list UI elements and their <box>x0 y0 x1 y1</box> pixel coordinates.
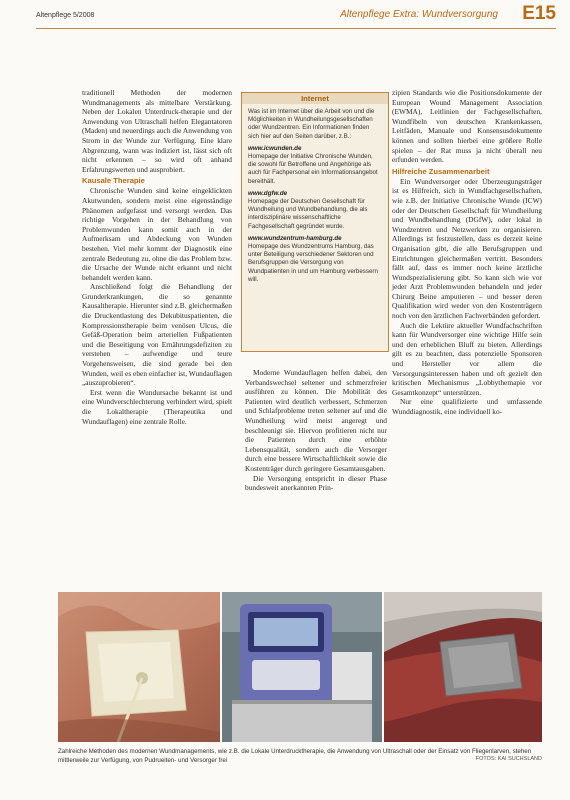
info-box-text: Homepage der Deutschen Gesellschaft für Wundheilung und Wundbehandlung, die als interdisziplinäre wissenschaftliche Fachgesellschaft gegründet wurde. <box>248 198 368 230</box>
link-wundzentrum-hamburg[interactable]: www.wundzentrum-hamburg.de <box>248 234 342 242</box>
paragraph: Ein Wundversorger oder Überzeugungsträger ist es Hilfreich, sich in Wundfachgesellschaften, wie z.B. der Initiative Chronische Wunde (ICW) oder der Deutschen Gesellschaft für Wundheilung und Wundbehandlung (DGfW), oder lokal in Wundzentren und Netzwerken zu organisieren. Allerdings ist festzustellen, dass es derzeit keine Organisation gibt, die alle Berufsgruppen und Einrichtungen gleichermaßen vertritt. Besonders fällt auf, dass es immer noch keine ärztliche Wundspezialisierung gibt. So kann sich wie vor jeder Arzt Problemwunden behandeln und jeder Chirurg Beine amputieren – und besser deren Qualifikation wird weder von den Kostenträgern noch von den ärztlichen Fachverbänden gefordert. <box>392 176 542 321</box>
photo-wound-dressing <box>58 592 220 742</box>
column-3 <box>392 88 542 417</box>
info-box-text: Homepage des Wundzentrums Hamburg, das unter Beteiligung verschiedener Sektoren und Berufsgruppen die Versorgung von Wundpatienten in und um Hamburg verbessern will. <box>248 243 378 283</box>
link-icwunden[interactable]: www.icwunden.de <box>248 144 302 152</box>
column-1 <box>82 88 232 426</box>
photo-leg-wound <box>384 592 542 742</box>
paragraph: Anschließend folgt die Behandlung der Grunderkrankungen, die so genannte Kausaltherapie. Hierunter sind z.B. gleichermaßen die Druckentlastung des Dekubituspatienten, die Kompressionstherapie beim venösen Ulcus, die Gefäß-Operation beim arteriellen Fußpatienten und die Beseitigung von Ernährungsdefiziten zu verstehen – aufwendige und teure Vorgehensweisen, die sind gerade bei den Wunden, weil es eben einfacher ist, Wundauflagen „auszuprobieren“. <box>82 282 232 388</box>
column-2 <box>245 368 387 493</box>
paragraph: traditionell Methoden der modernen Wundmanagements als mittelbare Verstärkung. Neben der Lokalen Unterdruck-therapie und der Anwendung von Ultraschall helfen Elegantatoren (Maden) und neuerdings auch die Anwendung von Strom in der Wunde zur Verfügung. Eine klare Abgrenzung, wann was indiziert ist, lässt sich oft nicht erkennen – so wird oft anhand Erfahrungswerten und ausprobiert. <box>82 88 232 174</box>
paragraph: zipien Standards wie die Positionsdokumente der European Wound Management Association (EWMA), Leitlinien der Fachgesellschaften, Wundfibeln von deutschen Krankenkassen, Leitfäden, Manuale und Konsensusdokumente können und sollten hierbei eine größere Rolle spielen – der Rat muss ja nicht überall neu erfunden werden. <box>392 88 542 165</box>
page-number: E15 <box>522 3 556 24</box>
photo-therapy-device <box>222 592 382 742</box>
paragraph: Erst wenn die Wundursache bekannt ist und eine Wundverschlechterung verhindert wird, spielt die Lokaltherapie (Therapeutika und Wundauflagen) eine zentrale Rolle. <box>82 387 232 426</box>
internet-info-box <box>241 92 389 352</box>
link-dgfw[interactable]: www.dgfw.de <box>248 189 288 197</box>
info-box-title: Internet <box>242 93 388 104</box>
header-rule <box>36 28 556 29</box>
subheading: Kausale Therapie <box>82 176 145 186</box>
paragraph: Die Versorgung entspricht in dieser Phase bundesweit anerkannten Prin- <box>245 473 387 493</box>
paragraph: Nur eine qualifizierte und umfassende Wunddiagnostik, eine individuell ko- <box>392 397 542 416</box>
header-section: Altenpflege Extra: Wundversorgung <box>340 9 498 20</box>
info-box-intro: Was ist im Internet über die Arbeit von und die Möglichkeiten in Wundheilungsgesellschaften oder Wundzentren. Ein Informationen finden sich hier auf den Seiten darüber, z.B.: <box>248 108 375 140</box>
paragraph: Auch die Lektüre aktueller Wundfachschriften kann für Wundversorger eine wichtige Hilfe sein und den erheblichen Bluff zu bieten. Allerdings gilt es zu beachten, dass potenzielle Sponsoren und Hersteller vor allem die Versorgungsinteressen haben und oft gezielt den kritischen Mechanismus „Lobbythemapie vor Gesamtkonzept“ unterstützen. <box>392 320 542 397</box>
photo-credit: FOTOS: KAI SUCHSLAND <box>475 756 542 762</box>
subheading: Hilfreiche Zusammenarbeit <box>392 166 490 176</box>
photo-caption: Zahlreiche Methoden des modernen Wundmanagements, wie z.B. die Lokale Unterdrucktherapie, die Anwendung von Ultraschall oder der Einsatz von Fliegenlarven, stehen mittlerweile zur Verfügung, von Pudrueiten- und Versorger frei <box>58 748 532 764</box>
paragraph: Chronische Wunden sind keine eingeklickten Akutwunden, sondern meist eine eigenständige Phänomen aufgefasst und versorgt werden. Das richtige Vorgehen in der Behandlung von Problemwunden kann somit auch in der Aufmerksam und Abdeckung von Wunden bestehen. Viel mehr kommt der Diagnostik eine zentrale Bedeutung zu, ohne die das Problem bzw. die Ursache der Wunde nicht erkannt und nicht behandelt werden kann. <box>82 186 232 282</box>
paragraph: Moderne Wundauflagen helfen dabei, den Verbandswechsel seltener und schmerzfreier ausführen zu können. Die Mobilität des Patienten wird deutlich verbessert, Schmerzen und Schlafprobleme treten seltener auf und die Wundheilung wird meist angeregt und beschleunigt sie. Hiervon profitieren nicht nur die Patienten durch eine erhöhte Lebensqualität, sondern auch die Versorger durch eine bessere Wirtschaftlichkeit sowie die Kostenträger durch geringere Gesamtausgaben. <box>245 368 387 473</box>
info-box-text: Homepage der Initiative Chronische Wunden, die sowohl für Betroffene und Angehörige als auch für Fachpersonal ein Informationsangebot bereithält. <box>248 153 378 185</box>
header-issue: Altenpflege 5/2008 <box>36 12 95 19</box>
photo-strip <box>58 592 542 742</box>
